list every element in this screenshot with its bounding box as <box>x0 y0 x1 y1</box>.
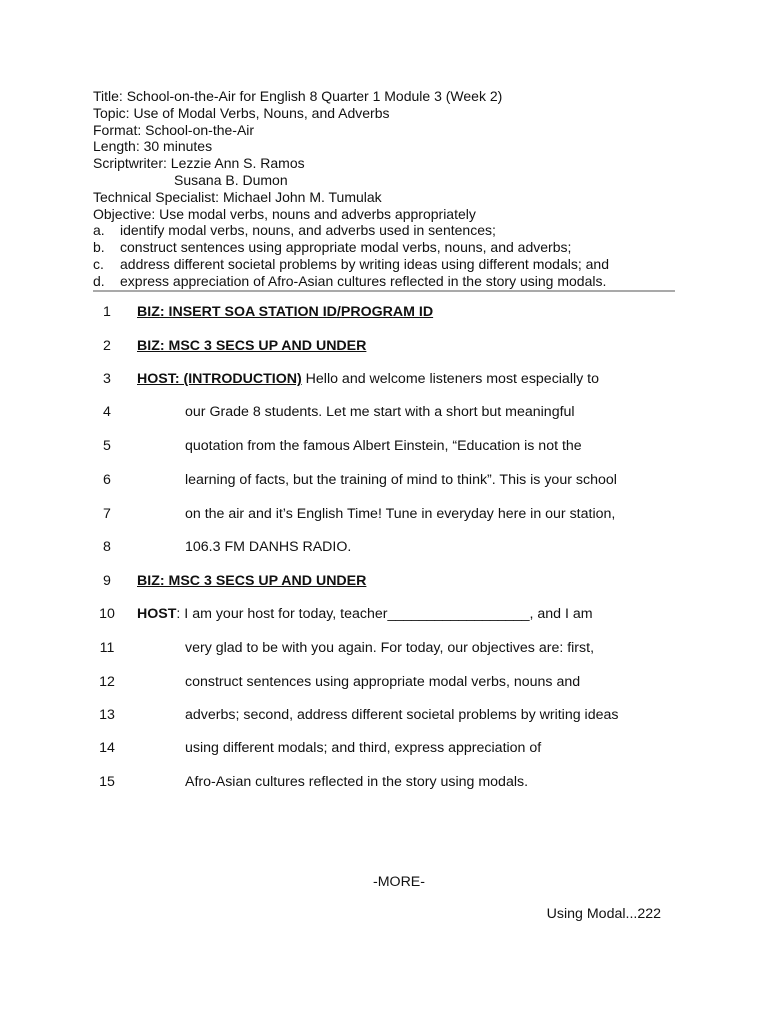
script-line <box>0 402 768 422</box>
objective-text: identify modal verbs, nouns, and adverbs used in sentences; <box>120 222 496 239</box>
line-number: 4 <box>103 404 111 420</box>
page-footer: Using Modal...222 <box>546 906 661 922</box>
cue-label: BIZ: INSERT SOA STATION ID/PROGRAM ID <box>137 304 434 320</box>
script-line <box>0 571 768 591</box>
header-divider <box>93 290 675 292</box>
line-number: 9 <box>103 573 111 589</box>
script-line <box>0 638 768 658</box>
more-marker: -MORE- <box>372 874 425 890</box>
objective-item <box>93 273 675 290</box>
line-number: 2 <box>103 338 111 354</box>
objective-letter: c. <box>93 255 104 272</box>
line-number: 6 <box>103 472 111 488</box>
cue-label: BIZ: MSC 3 SECS UP AND UNDER <box>137 573 367 589</box>
line-number: 1 <box>103 304 111 320</box>
cue-label: HOST: (INTRODUCTION) <box>137 371 302 387</box>
header-objective: Objective: Use modal verbs, nouns and adverbs appropriately <box>93 205 476 222</box>
header-topic: Topic: Use of Modal Verbs, Nouns, and Adverbs <box>93 104 390 121</box>
line-number: 3 <box>103 371 111 387</box>
objective-letter: d. <box>93 272 105 289</box>
script-line <box>0 369 768 389</box>
header-scriptwriter: Scriptwriter: Lezzie Ann S. Ramos <box>93 155 305 172</box>
objective-text: express appreciation of Afro-Asian cultures reflected in the story using modals. <box>120 272 607 289</box>
line-text: : I am your host for today, teacher__________________, and I am <box>176 606 593 622</box>
script-line-text <box>137 336 366 356</box>
header-technical-specialist: Technical Specialist: Michael John M. Tumulak <box>93 188 382 205</box>
header-title: Title: School-on-the-Air for English 8 Quarter 1 Module 3 (Week 2) <box>93 88 503 104</box>
script-header <box>93 88 675 290</box>
header-format: Format: School-on-the-Air <box>93 121 255 138</box>
line-number: 11 <box>99 640 115 656</box>
cue-label: HOST <box>137 606 177 622</box>
objective-letter: a. <box>93 222 105 239</box>
line-text: quotation from the famous Albert Einstein, “Education is not the <box>185 438 582 454</box>
script-line <box>0 738 768 758</box>
line-text: using different modals; and third, express appreciation of <box>185 740 542 756</box>
line-text: adverbs; second, address different societal problems by writing ideas <box>185 707 619 723</box>
header-length: Length: 30 minutes <box>93 138 213 155</box>
line-text: very glad to be with you again. For today, our objectives are: first, <box>185 640 595 656</box>
line-number: 13 <box>99 707 115 723</box>
line-number: 10 <box>99 606 115 622</box>
objective-item <box>93 222 675 239</box>
line-number: 7 <box>103 506 111 522</box>
objective-letter: b. <box>93 239 105 256</box>
objective-text: address different societal problems by writing ideas using different modals; and <box>120 255 609 272</box>
line-number: 14 <box>99 740 115 756</box>
header-scriptwriter-2: Susana B. Dumon <box>174 171 288 188</box>
script-line <box>0 705 768 725</box>
script-line <box>0 336 768 356</box>
script-line-text <box>137 571 366 591</box>
line-number: 15 <box>99 774 115 790</box>
objective-item <box>93 239 675 256</box>
script-line <box>0 537 768 557</box>
line-text: Afro-Asian cultures reflected in the story using modals. <box>185 774 529 790</box>
script-line <box>0 672 768 692</box>
line-number: 8 <box>103 539 111 555</box>
script-line-text <box>137 302 433 322</box>
script-line <box>0 504 768 524</box>
line-text: construct sentences using appropriate modal verbs, nouns and <box>185 674 581 690</box>
objective-text: construct sentences using appropriate modal verbs, nouns, and adverbs; <box>120 239 572 256</box>
script-line <box>0 436 768 456</box>
objective-item <box>93 256 675 273</box>
script-line <box>0 470 768 490</box>
script-line <box>0 604 768 624</box>
line-text: our Grade 8 students. Let me start with a short but meaningful <box>185 404 575 420</box>
line-number: 12 <box>99 674 115 690</box>
script-line-text <box>137 604 593 624</box>
cue-label: BIZ: MSC 3 SECS UP AND UNDER <box>137 338 367 354</box>
script-line <box>0 772 768 792</box>
line-text: Hello and welcome listeners most especially to <box>301 371 599 387</box>
script-line-text <box>137 369 599 389</box>
line-number: 5 <box>103 438 111 454</box>
line-text: on the air and it’s English Time! Tune in everyday here in our station, <box>185 506 616 522</box>
line-text: learning of facts, but the training of mind to think”. This is your school <box>185 472 617 488</box>
script-line <box>0 302 768 322</box>
line-text: 106.3 FM DANHS RADIO. <box>185 539 352 555</box>
